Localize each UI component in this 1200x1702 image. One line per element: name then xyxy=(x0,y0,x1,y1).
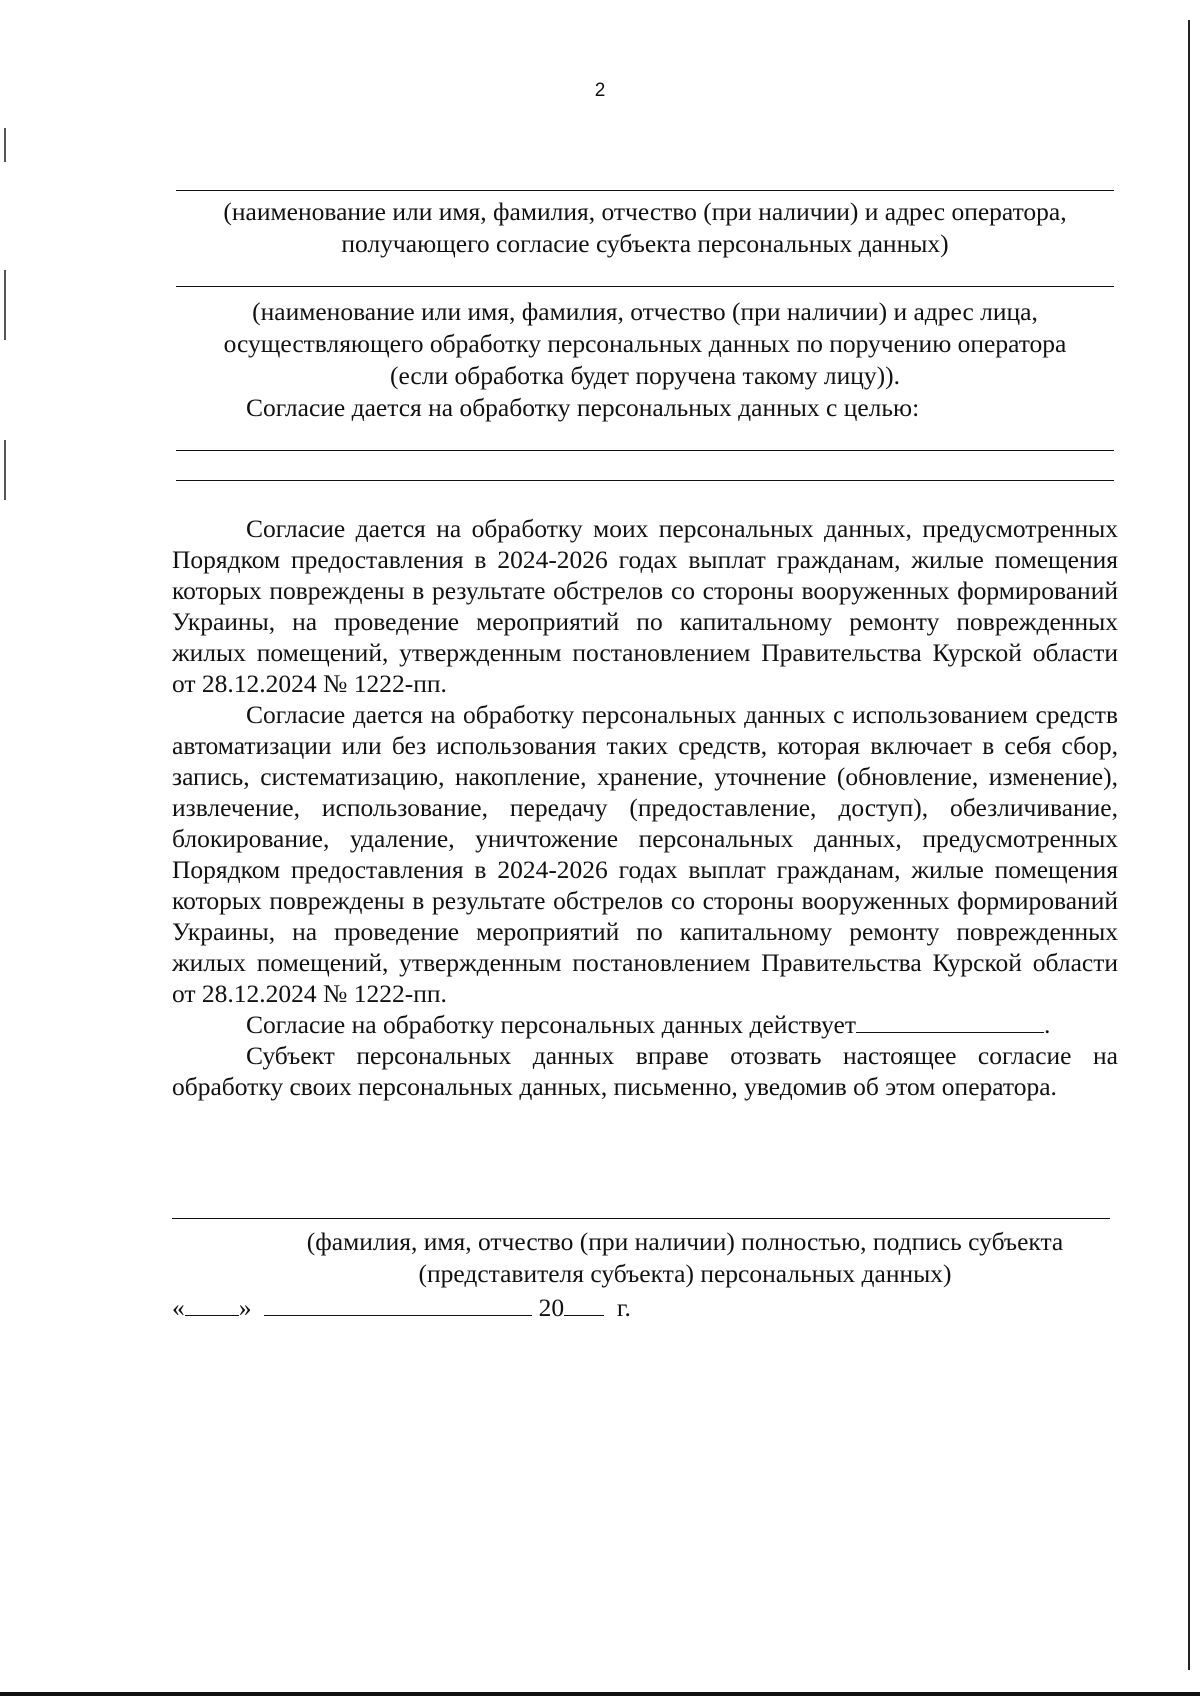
purpose-line: Согласие дается на обработку персональных данных с целью: xyxy=(246,393,920,422)
consent-paragraph-scope: Согласие дается на обработку моих персональных данных, предусмотренных Порядком предоставления в 2024-2026 годах выплат гражданам, жилые помещения которых повреждены в результате обстрелов со стороны вооруженных формирований Украины, на проведение мероприятий по капитальному ремонту поврежденных жилых помещений, утвержденным постановлением Правительства Курской области от 28.12.2024 № 1222-пп. xyxy=(172,514,1118,698)
consent-paragraph-revocation: Субъект персональных данных вправе отозвать настоящее согласие на обработку своих персональных данных, письменно, уведомив об этом оператора. xyxy=(172,1041,1118,1101)
date-year-prefix: 20 xyxy=(538,1293,565,1322)
processor-caption-line: (наименование или имя, фамилия, отчество (при наличии) и адрес лица, xyxy=(252,297,1038,326)
consent-paragraph-actions: Согласие дается на обработку персональных данных с использованием средств автоматизации или без использования таких средств, которая включает в себя сбор, запись, систематизацию, накопление, хранение, уточнение (обновление, изменение), извлечение, использование, передачу (предоставление, доступ), обезличивание, блокирование, удаление, уничтожение персональных данных, предусмотренных Порядком предоставления в 2024-2026 годах выплат гражданам, жилые помещения которых повреждены в результате обстрелов со стороны вооруженных формирований Украины, на проведение мероприятий по капитальному ремонту поврежденных жилых помещений, утвержденным постановлением Правительства Курской области от 28.12.2024 № 1222-пп. xyxy=(172,700,1118,1008)
date-open-quote: « xyxy=(172,1293,185,1322)
date-year-suffix: г. xyxy=(616,1293,631,1322)
scan-edge-right xyxy=(1188,20,1190,1670)
scan-edge-left xyxy=(4,440,6,500)
date-day-blank xyxy=(185,1293,239,1316)
processor-blank-line xyxy=(176,286,1114,287)
purpose-blank-line-1 xyxy=(176,450,1114,451)
date-close-quote: » xyxy=(238,1293,252,1322)
validity-text: Согласие на обработку персональных данных действует xyxy=(246,1010,856,1039)
operator-caption-line: получающего согласие субъекта персональных данных) xyxy=(341,229,949,258)
page-number: 2 xyxy=(594,80,606,101)
purpose-blank-line-2 xyxy=(176,480,1114,481)
validity-blank xyxy=(856,1010,1044,1033)
date-line xyxy=(172,1292,631,1323)
processor-caption-line: (если обработка будет поручена такому лицу)). xyxy=(389,361,901,390)
signature-caption-line: (представителя субъекта) персональных данных) xyxy=(418,1259,952,1288)
signature-caption-line: (фамилия, имя, отчество (при наличии) полностью, подпись субъекта xyxy=(306,1227,1064,1256)
purpose-section xyxy=(172,392,1118,423)
processor-caption-line: осуществляющего обработку персональных данных по поручению оператора xyxy=(223,329,1067,358)
operator-caption xyxy=(170,196,1120,260)
signature-caption xyxy=(250,1226,1120,1290)
processor-caption xyxy=(170,296,1120,392)
consent-body xyxy=(172,513,1118,1102)
scan-edge-bottom xyxy=(0,1692,1200,1696)
validity-period: . xyxy=(1043,1010,1051,1039)
operator-caption-line: (наименование или имя, фамилия, отчество (при наличии) и адрес оператора, xyxy=(223,197,1067,226)
date-year-blank xyxy=(564,1293,604,1316)
scan-edge-left xyxy=(4,270,6,340)
date-month-blank xyxy=(264,1293,532,1316)
consent-paragraph-validity xyxy=(172,1009,1118,1040)
signature-blank-line xyxy=(172,1218,1110,1219)
scan-edge-left xyxy=(4,128,6,162)
operator-blank-line xyxy=(176,190,1114,191)
